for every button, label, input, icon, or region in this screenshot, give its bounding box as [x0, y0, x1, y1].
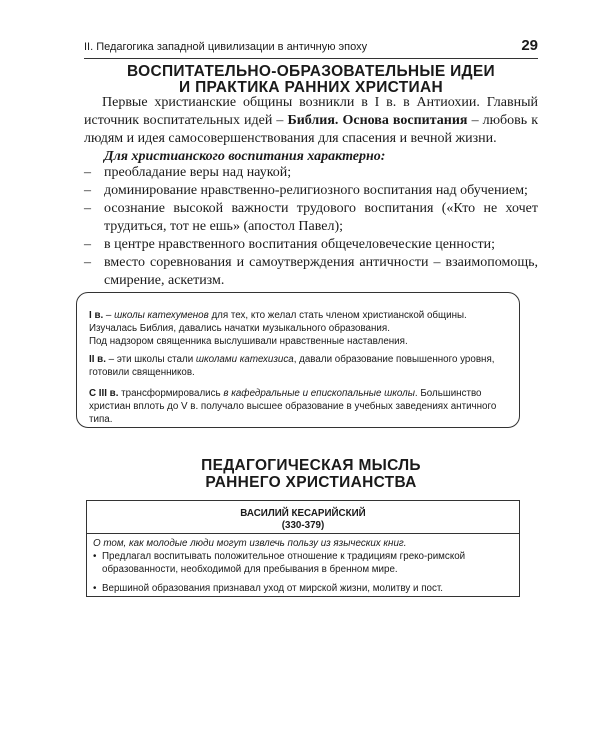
- intro-bold-1: Библия.: [287, 113, 339, 128]
- list-item: – доминирование нравственно-религиозного воспитания над обучением;: [84, 183, 528, 198]
- person-ideas-list: [93, 550, 513, 595]
- intro-paragraph: [84, 94, 538, 148]
- person-years: (330-379): [281, 520, 325, 531]
- list-item: – вместо соревнования и самоутверждения античности – взаимопомощь, смирение, аскетизм.: [84, 255, 538, 288]
- intro-bold-2: Основа воспитания: [342, 113, 468, 128]
- running-header: [84, 37, 538, 56]
- info-paragraph-1: I в. – школы катехуменов для тех, кто желал стать членом христианской общины. Изучалась Библия, давались начатки музыкального образования. Под надзором священника выслушивали нравственные наставления.: [89, 310, 467, 347]
- person-work-title: О том, как молодые люди могут извлечь пользу из языческих книг.: [93, 538, 407, 549]
- info-paragraph-2: II в. – эти школы стали школами катехизиса, давали образование повышенного уровня, готовили священников.: [89, 354, 495, 378]
- list-item: • Вершиной образования признавал уход от мирской жизни, молитву и пост.: [93, 583, 443, 594]
- chapter-title: II. Педагогика западной цивилизации в античную эпоху: [84, 41, 368, 53]
- intro-text-2: – любовь к людям и идея самосовершенствования для спасения и вечной жизни.: [84, 113, 539, 146]
- list-item: • Предлагал воспитывать положительное отношение к традициям греко-римской образованности, необходимой для пребывания в бренном мире.: [93, 551, 466, 575]
- section2-title-line1: ПЕДАГОГИЧЕСКАЯ МЫСЛЬ: [201, 457, 421, 474]
- page-number: 29: [521, 37, 538, 54]
- person-name: ВАСИЛИЙ КЕСАРИЙСКИЙ: [240, 508, 366, 519]
- list-item: – в центре нравственного воспитания общечеловеческие ценности;: [84, 237, 495, 252]
- header-rule: [84, 58, 538, 59]
- list-item: – преобладание веры над наукой;: [84, 165, 292, 180]
- section-title-line2: И ПРАКТИКА РАННИХ ХРИСТИАН: [179, 79, 443, 96]
- intro-text-1: Первые христианские общины возникли в I в. в Антиохии. Главный источник воспитательных идей –: [84, 95, 538, 128]
- characteristics-list: [84, 164, 538, 290]
- person-box: [86, 500, 520, 597]
- info-paragraph-3: C III в. трансформировались в кафедральные и епископальные школы. Большинство христиан вплоть до V в. получало высшее образование в учебных заведениях античного типа.: [89, 388, 497, 425]
- person-box-divider: [87, 533, 519, 534]
- section-title-line1: ВОСПИТАТЕЛЬНО-ОБРАЗОВАТЕЛЬНЫЕ ИДЕИ: [127, 63, 495, 80]
- section2-title-line2: РАННЕГО ХРИСТИАНСТВА: [205, 474, 417, 491]
- schools-info-box: [76, 292, 520, 428]
- characteristic-label: Для христианского воспитания характерно:: [104, 149, 386, 164]
- list-item: – осознание высокой важности трудового воспитания («Кто не хочет трудиться, тот не ешь» (апостол Павел);: [84, 201, 538, 234]
